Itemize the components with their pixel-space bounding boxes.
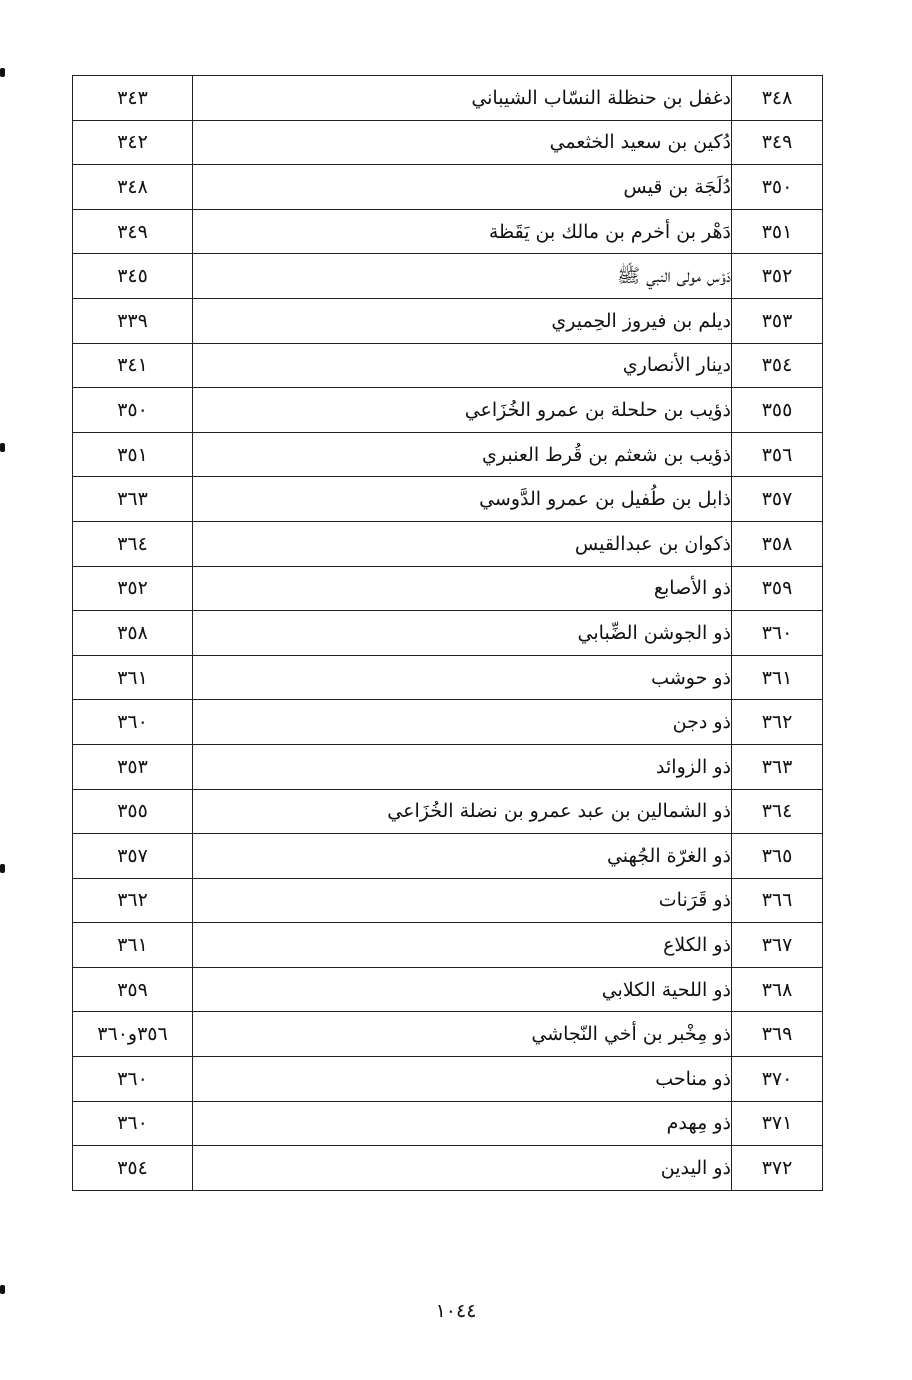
entry-number: ٣٦٥: [732, 834, 823, 879]
table-row: [73, 1146, 823, 1191]
entry-name: دُكين بن سعيد الخثعمي: [193, 120, 732, 165]
table-row: [73, 388, 823, 433]
entry-number: ٣٦٢: [732, 700, 823, 745]
entry-page: ٣٤٣: [73, 76, 193, 121]
entry-name: ذؤيب بن حلحلة بن عمرو الخُزَاعي: [193, 388, 732, 433]
entry-name: ذو مناحب: [193, 1057, 732, 1102]
entry-page: ٣٥٥: [73, 789, 193, 834]
entry-name: ديلم بن فيروز الحِميري: [193, 298, 732, 343]
entry-number: ٣٥٦: [732, 432, 823, 477]
table-row: [73, 967, 823, 1012]
table-row: [73, 165, 823, 210]
entry-name: دُلَجَة بن قيس: [193, 165, 732, 210]
entry-name: ذو دجن: [193, 700, 732, 745]
page-number: ١٠٤٤: [435, 1300, 477, 1322]
entry-number: ٣٤٨: [732, 76, 823, 121]
entry-name: دَوْس مولى النبي ﷺ: [193, 254, 732, 299]
table-row: [73, 566, 823, 611]
entry-number: ٣٦٣: [732, 744, 823, 789]
entry-page: ٣٥٠: [73, 388, 193, 433]
table-row: [73, 923, 823, 968]
entry-name: دينار الأنصاري: [193, 343, 732, 388]
entry-page: ٣٤١: [73, 343, 193, 388]
entry-page: ٣٥٦و٣٦٠: [73, 1012, 193, 1057]
table-row: [73, 744, 823, 789]
entry-page: ٣٦٠: [73, 1057, 193, 1102]
entry-page: ٣٦٠: [73, 700, 193, 745]
binding-mark: [0, 864, 5, 873]
entry-page: ٣٦٤: [73, 521, 193, 566]
table-row: [73, 1057, 823, 1102]
index-rows: [73, 76, 823, 1191]
entry-number: ٣٦٧: [732, 923, 823, 968]
entry-page: ٣٦٣: [73, 477, 193, 522]
entry-number: ٣٥٠: [732, 165, 823, 210]
entry-name: ذو الأصابع: [193, 566, 732, 611]
table-row: [73, 878, 823, 923]
entry-page: ٣٥٨: [73, 611, 193, 656]
table-row: [73, 521, 823, 566]
table-row: [73, 76, 823, 121]
entry-page: ٣٥٢: [73, 566, 193, 611]
entry-number: ٣٧٠: [732, 1057, 823, 1102]
entry-name: دَهْر بن أخرم بن مالك بن يَقَظة: [193, 209, 732, 254]
table-row: [73, 477, 823, 522]
binding-mark: [0, 443, 5, 452]
entry-number: ٣٥٨: [732, 521, 823, 566]
entry-page: ٣٤٢: [73, 120, 193, 165]
entry-page: ٣٤٨: [73, 165, 193, 210]
entry-number: ٣٥٣: [732, 298, 823, 343]
binding-mark: [0, 1285, 5, 1294]
table-row: [73, 655, 823, 700]
entry-number: ٣٤٩: [732, 120, 823, 165]
entry-number: ٣٥٢: [732, 254, 823, 299]
entry-number: ٣٧٢: [732, 1146, 823, 1191]
entry-name: ذو قَرَنات: [193, 878, 732, 923]
table-row: [73, 834, 823, 879]
entry-number: ٣٧١: [732, 1101, 823, 1146]
entry-number: ٣٦٩: [732, 1012, 823, 1057]
entry-name: ذو اللحية الكلابي: [193, 967, 732, 1012]
entry-page: ٣٥٣: [73, 744, 193, 789]
entry-name: ذو مِخْبر بن أخي النّجاشي: [193, 1012, 732, 1057]
entry-page: ٣٦١: [73, 655, 193, 700]
entry-page: ٣٤٩: [73, 209, 193, 254]
entry-name: ذو الجوشن الضِّبابي: [193, 611, 732, 656]
binding-mark: [0, 68, 5, 77]
entry-name: ذو اليدين: [193, 1146, 732, 1191]
entry-name: ذو مِهدم: [193, 1101, 732, 1146]
entry-number: ٣٦٤: [732, 789, 823, 834]
table-row: [73, 1012, 823, 1057]
table-row: [73, 1101, 823, 1146]
entry-page: ٣٥١: [73, 432, 193, 477]
entry-number: ٣٥٧: [732, 477, 823, 522]
entry-number: ٣٥٩: [732, 566, 823, 611]
entry-page: ٣٦٠: [73, 1101, 193, 1146]
entry-page: ٣٦٢: [73, 878, 193, 923]
entry-number: ٣٥١: [732, 209, 823, 254]
entry-name: ذو الزوائد: [193, 744, 732, 789]
entry-name: ذو حوشب: [193, 655, 732, 700]
entry-number: ٣٦٦: [732, 878, 823, 923]
table-row: [73, 254, 823, 299]
entry-page: ٣٦١: [73, 923, 193, 968]
table-row: [73, 343, 823, 388]
entry-name: ذو الكلاع: [193, 923, 732, 968]
entry-page: ٣٥٧: [73, 834, 193, 879]
entry-name: ذكوان بن عبدالقيس: [193, 521, 732, 566]
entry-name: دغفل بن حنظلة النسّاب الشيباني: [193, 76, 732, 121]
table-row: [73, 611, 823, 656]
entry-number: ٣٦١: [732, 655, 823, 700]
entry-name: ذو الغرّة الجُهني: [193, 834, 732, 879]
entry-number: ٣٦٠: [732, 611, 823, 656]
entry-number: ٣٦٨: [732, 967, 823, 1012]
entry-page: ٣٥٩: [73, 967, 193, 1012]
table-row: [73, 209, 823, 254]
table-row: [73, 789, 823, 834]
table-row: [73, 432, 823, 477]
entry-number: ٣٥٥: [732, 388, 823, 433]
entry-number: ٣٥٤: [732, 343, 823, 388]
index-table: [72, 75, 823, 1191]
entry-name: ذابل بن طُفيل بن عمرو الدَّوسي: [193, 477, 732, 522]
entry-page: ٣٣٩: [73, 298, 193, 343]
entry-name: ذؤيب بن شعثم بن قُرط العنبري: [193, 432, 732, 477]
entry-page: ٣٥٤: [73, 1146, 193, 1191]
table-row: [73, 298, 823, 343]
entry-page: ٣٤٥: [73, 254, 193, 299]
table-row: [73, 120, 823, 165]
entry-name: ذو الشمالين بن عبد عمرو بن نضلة الخُزَاعي: [193, 789, 732, 834]
table-row: [73, 700, 823, 745]
